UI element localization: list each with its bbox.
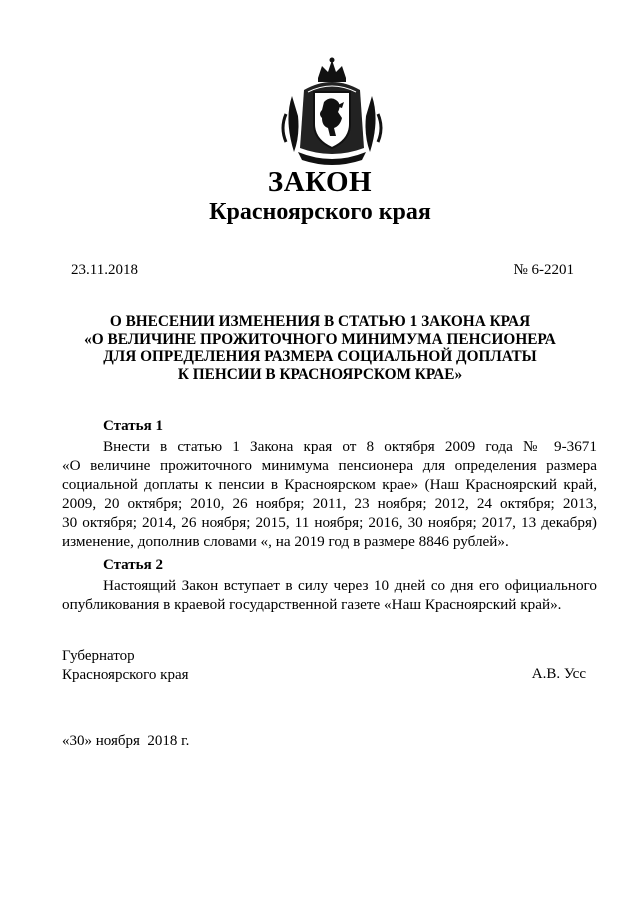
law-heading-line: ДЛЯ ОПРЕДЕЛЕНИЯ РАЗМЕРА СОЦИАЛЬНОЙ ДОПЛАТЫ <box>103 348 537 366</box>
article-1-text <box>62 437 597 551</box>
paragraph-line: Настоящий Закон вступает в силу через 10 дней со дня его официального <box>103 577 597 594</box>
coat-of-arms-emblem <box>278 56 386 166</box>
paragraph-line: изменение, дополнив словами «, на 2019 год в размере 8846 рублей». <box>62 533 509 550</box>
paragraph-line: социальной доплаты к пенсии в Красноярском крае» (Наш Красноярский край, <box>62 476 597 493</box>
signer-name: А.В. Усс <box>531 666 586 682</box>
paragraph-line: 2009, 20 октября; 2010, 26 ноября; 2011, 23 ноября; 2012, 24 октября; 2013, <box>62 495 597 512</box>
signature-date: «30» ноября 2018 г. <box>62 733 190 749</box>
article-1-title: Статья 1 <box>103 418 163 434</box>
signer-position <box>62 647 189 685</box>
document-subtitle: Красноярского края <box>209 199 431 225</box>
law-heading-line: К ПЕНСИИ В КРАСНОЯРСКОМ КРАЕ» <box>177 365 463 383</box>
article-2-title: Статья 2 <box>103 557 163 573</box>
paragraph-line: «О величине прожиточного минимума пенсионера для определения размера <box>62 457 597 474</box>
law-heading <box>0 313 640 383</box>
paragraph-line: Внести в статью 1 Закона края от 8 октября 2009 года № 9-3671 <box>103 438 597 455</box>
signer-position-line: Губернатор <box>62 648 135 664</box>
paragraph-line: опубликования в краевой государственной газете «Наш Красноярский край». <box>62 596 562 613</box>
law-heading-line: «О ВЕЛИЧИНЕ ПРОЖИТОЧНОГО МИНИМУМА ПЕНСИОНЕРА <box>84 330 556 348</box>
document-title: ЗАКОН <box>267 166 373 198</box>
signer-position-line: Красноярского края <box>62 667 189 683</box>
article-2-text <box>62 576 597 614</box>
document-number: № 6-2201 <box>513 262 574 278</box>
document-date: 23.11.2018 <box>71 262 138 278</box>
paragraph-line: 30 октября; 2014, 26 ноября; 2015, 11 ноября; 2016, 30 ноября; 2017, 13 декабря) <box>62 514 597 531</box>
law-heading-line: О ВНЕСЕНИИ ИЗМЕНЕНИЯ В СТАТЬЮ 1 ЗАКОНА КРАЯ <box>109 313 531 330</box>
